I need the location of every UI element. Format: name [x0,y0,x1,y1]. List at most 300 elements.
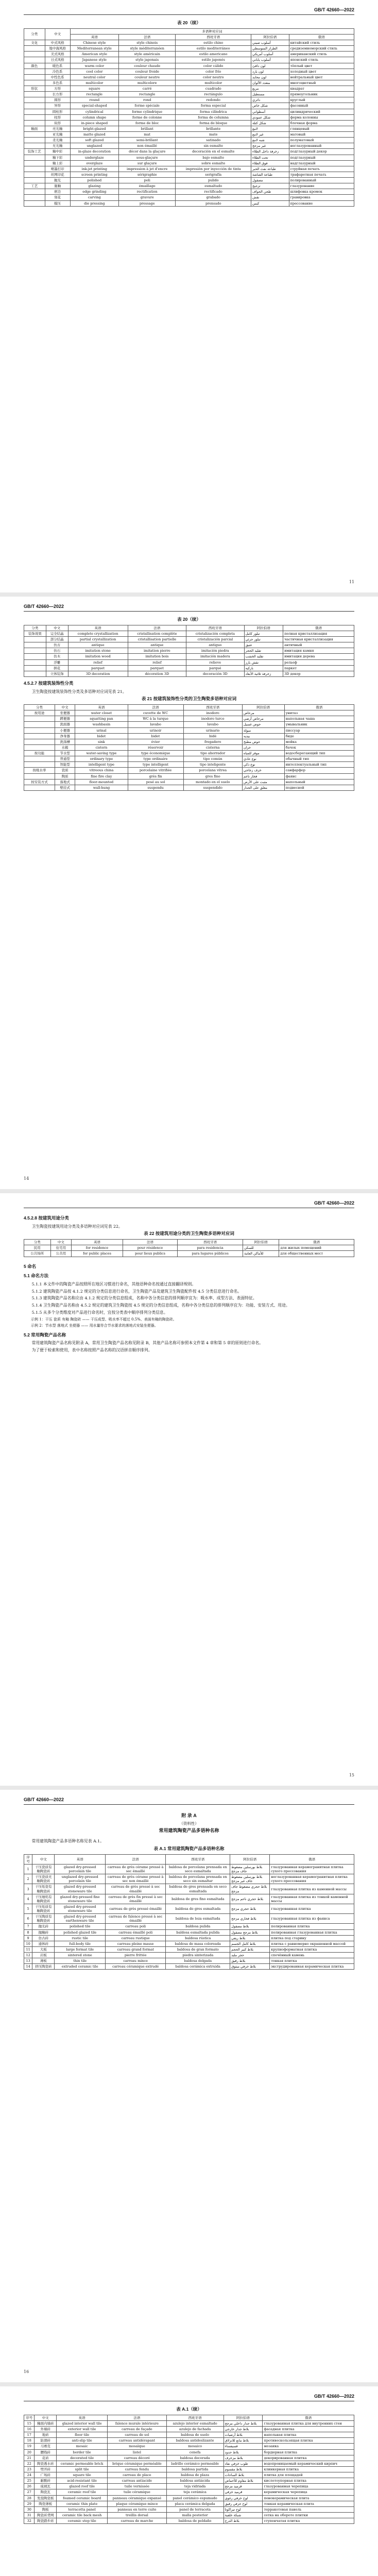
cell-russian: сетка на обороте плитки [263,2512,354,2518]
cell-russian: бачок [284,744,354,750]
cell-category [24,716,55,722]
cell-english: multicolor [70,80,118,86]
cell-english: large format tile [55,1946,105,1952]
cell-chinese: 中性色系 [45,74,70,80]
table-row [24,80,354,86]
cell-russian: экструдированная керамическая плитка [270,1964,354,1970]
example-note: 示例 1：干压 瓷质 有釉 陶瓷砖 —— 干压成型、吸水率不超过 0.5%、表面有釉的陶瓷砖。 [31,1317,177,1321]
cell-spanish: urinario [183,727,242,733]
cell-category [24,756,55,762]
table-row [24,114,354,120]
cell-russian: керамическая черепица [263,2489,354,2495]
paragraph: 5.1.1 本文件中的陶瓷产品按照所在地区习惯进行命名，其他语种命名按通过直接翻译规则。 [31,1282,196,1287]
cell-french: rectification [118,189,175,195]
table-row [24,1941,354,1946]
paragraph: 常用建筑陶瓷产品多语种名称见表 A.1。 [31,1839,104,1844]
cell-french: plaque céramique mince [108,2501,166,2506]
cell-category [24,92,45,97]
cell-russian: неглазурованный [289,143,354,149]
cell-arabic: تبلور جزئي [244,637,283,642]
cell-french: couleur neutre [118,74,175,80]
cell-french: grès fin [128,773,183,779]
cell-arabic: كبس [251,200,289,206]
cell-chinese: 干压细炻有釉陶瓷砖 [32,1894,55,1904]
cell-russian: подглазурный [289,155,354,160]
cell-english: parquet [68,665,128,671]
cell-chinese: 瓷质 [55,768,75,773]
cell-spanish: estilo mediterráneo [176,46,251,52]
cell-chinese: 柔光釉 [45,138,70,143]
cell-french: carreau de marche [108,2518,166,2524]
table-row [24,200,354,206]
cell-russian: для жилых помещений [279,1245,354,1251]
cell-french: style américain [118,52,175,57]
page-gap [0,2382,378,2386]
cell-category: 18 [24,2438,35,2444]
cell-chinese: 浮雕 [46,659,68,665]
table-20-cont [24,28,354,207]
cell-chinese: 干压炻质有釉陶瓷砖 [32,1904,55,1913]
cell-chinese: 薄板 [32,1958,55,1964]
cell-arabic: مبولة [242,727,284,733]
cell-spanish: baldosa de plaza [166,2472,224,2478]
table-row [24,132,354,138]
cell-arabic: مرحاض أرضي [242,716,284,722]
cell-category: 2 [24,1874,32,1884]
cell-arabic: أسلوب ياباني [251,57,289,63]
cell-arabic: بلاط مقسوم [224,2466,263,2472]
cell-arabic: بلاط الدرج [224,2518,263,2524]
cell-french: carreau de grès pressé à sec émaillé [105,1884,166,1894]
cell-arabic: بلاط كبير الحجم [230,1946,270,1952]
cell-arabic: طوب خزفي نفاذ [224,2461,263,2466]
cell-french: posé au sol [128,779,183,785]
cell-russian: форма колонны [289,114,354,120]
cell-english: glazed dry-pressed earthenware tile [55,1914,105,1924]
cell-english: complete crystallization [68,631,128,636]
cell-category: 按用途 [24,710,55,716]
cell-category [24,178,45,183]
cell-chinese: 防滑砖 [35,2438,57,2444]
cell-category [24,97,45,103]
cell-russian: глазурованная плитка из каменной массы [270,1884,354,1894]
cell-arabic: خزان [242,744,284,750]
cell-russian: многоцветный [289,80,354,86]
cell-arabic: مستطيل [251,92,289,97]
cell-arabic: نوع ذكي [242,762,284,768]
table-row [24,733,354,739]
cell-english: extruded ceramic tile [55,1964,105,1970]
header-rule [24,14,354,15]
cell-english: water closet [75,710,128,716]
table-row [24,2484,354,2489]
cell-category [24,773,55,779]
cell-category: 17 [24,2432,35,2438]
cell-category [24,654,46,659]
table-row [24,52,354,57]
cell-english: special-shaped [70,103,118,109]
cell-english: split tile [56,2466,107,2472]
th-category: 分类 [24,625,46,631]
cell-category [24,200,45,206]
cell-category: 装饰工艺 [24,149,45,155]
cell-spanish: sobre esmalte [176,160,251,166]
cell-arabic: معلق على الجدار [242,785,284,790]
cell-french: style méditerranéen [118,46,175,52]
table-row [24,1953,354,1958]
cell-category [24,659,46,665]
cell-arabic: شكل عمودي [251,114,289,120]
cell-english: floor-mounted [75,779,128,785]
cell-chinese: 拼花 [46,665,68,671]
cell-french: porcelaine vitrifiée [128,768,183,773]
cell-french: style japonais [118,57,175,63]
cell-french: brillant [118,126,175,131]
cell-category: 按功能 [24,751,55,756]
cell-category: 12 [24,1953,32,1958]
cell-arabic: متعدد الألوان [251,80,289,86]
cell-spanish: baldosa cerámica extruida [166,1964,230,1970]
cell-french: cuvette de WC [128,710,183,716]
cell-french: panneau céramique expansé [108,2495,166,2501]
cell-spanish: estilo japonés [176,57,251,63]
cell-chinese: 陶板 [35,2506,57,2512]
cell-english: square [70,86,118,92]
cell-chinese: 琉璃瓦 [35,2484,57,2489]
cell-spanish: bidé [183,733,242,739]
table-row [24,2501,354,2506]
cell-russian: американский стиль [289,52,354,57]
cell-arabic: مثبت على الأرض [242,779,284,785]
cell-spanish: grabado [176,195,251,200]
table-row [24,2427,354,2432]
cell-chinese: 多色系 [45,80,70,86]
cell-russian: писсуар [284,727,354,733]
cell-arabic: غير لامع [251,132,289,138]
paragraph: 5.1.5 从多个分类维度对产品进行命名时，宜按分类表中顺序排列分类信息。 [31,1310,168,1315]
cell-spanish: tipo común [183,756,242,762]
cell-category: 15 [24,2420,35,2426]
th-french: 法语 [108,2415,166,2420]
cell-english: in-piece shaped [70,120,118,126]
cell-arabic: نقش [251,195,289,200]
cell-arabic: الطراز المتوسطي [251,46,289,52]
cell-category [24,155,45,160]
cell-spanish: color neutro [176,74,251,80]
cell-english: fine fire clay [75,773,128,779]
cell-english: anti-slip tile [56,2438,107,2444]
cell-chinese: 仿木 [46,654,68,659]
cell-english: sintered stone [55,1953,105,1958]
th-russian: 俄语 [283,625,354,631]
table-row [24,637,354,642]
th-chinese: 中文 [46,625,68,631]
cell-arabic: غير مزجج [251,143,289,149]
cell-category: 8 [24,1929,32,1935]
cell-spanish: azulejo interior esmaltado [166,2420,224,2426]
cell-russian: надглазурный [289,160,354,166]
cell-chinese: 洗涤槽 [55,739,75,744]
cell-chinese: 异形 [45,103,70,109]
cell-english: matte glazed [70,132,118,138]
cell-arabic: طباعة نفث الحبر [251,166,289,172]
cell-arabic: بلاط جدار داخلي مزجج [224,2420,263,2426]
cell-chinese: 干压瓷质无釉陶瓷砖 [32,1874,55,1884]
cell-french: mosaïque [108,2444,166,2449]
cell-english: antique [68,642,128,648]
cell-english: square tile [56,2472,107,2478]
cell-english: relief [68,659,128,665]
cell-spanish: teja vidriada [166,2484,224,2489]
cell-arabic: نقش بارز [244,659,283,665]
cell-french: carreau de place [108,2472,166,2478]
cell-chinese: 立体装饰 [46,671,68,676]
cell-french: carreau antiacide [108,2478,166,2484]
cell-spanish: baldosa decorada [166,2455,224,2461]
cell-english: in-glaze decoration [70,149,118,155]
cell-category: 工艺 [24,183,45,189]
cell-english: thin tile [55,1958,105,1964]
cell-french: rectangle [118,92,175,97]
cell-spanish: brillante [176,126,251,131]
cell-arabic: لوح تيراكوتا [224,2506,263,2512]
cell-spanish: decoración en el esmalte [176,149,251,155]
th-english: 英语 [68,625,128,631]
cell-french: forme spéciale [118,103,175,109]
cell-arabic: بلاط الساحات [224,2472,263,2478]
cell-chinese: 刻花 [45,195,70,200]
cell-chinese: 净身器 [55,733,75,739]
th-english: 英语 [56,2415,107,2420]
cell-english: foamed ceramic board [56,2495,107,2501]
cell-russian: фаянс [284,773,354,779]
cell-russian: напольный [284,779,354,785]
cell-arabic: طحن الحواف [251,189,289,195]
cell-chinese: 地中海风格 [45,46,70,52]
cell-russian: имитация дерева [283,654,354,659]
cell-spanish: baldosa esmaltada pulida [166,1929,230,1935]
cell-russian: 3D декор [283,671,354,676]
cell-category: 24 [24,2472,35,2478]
cell-russian: фасонный [289,103,354,109]
cell-category [24,739,55,744]
cell-french: brique céramique perméable [108,2461,166,2466]
cell-chinese: 陶瓷薄板 [35,2501,57,2506]
cell-english: edge grinding [70,189,118,195]
page-gap [0,1189,378,1193]
cell-chinese: 部分结晶 [46,637,68,642]
cell-russian: частичная кристаллизация [283,637,354,642]
cell-english: round [70,97,118,103]
cell-spanish: baldosa de loza esmaltada [166,1914,230,1924]
table-row [24,143,354,149]
th-french: 法语 [123,1240,177,1245]
cell-arabic: بلاط مزخرف [224,2455,263,2461]
cell-category [24,143,45,149]
cell-french: évier [128,739,183,744]
table-row [24,2518,354,2524]
cell-spanish: imitación piedra [186,648,244,654]
cell-french: lavabo [128,722,183,727]
page-number: 14 [24,1176,29,1181]
table-row [24,773,354,779]
cell-chinese: 挤压陶瓷砖 [32,1964,55,1970]
th-spanish: 西班牙语 [183,705,242,710]
cell-russian: глянцевый [289,126,354,131]
annex-name: 常用建筑陶瓷产品多语种名称 [159,1827,219,1833]
cell-category [24,648,46,654]
table-row [24,69,354,74]
th-english: 英语 [72,1240,123,1245]
cell-category [24,733,55,739]
cell-chinese: 釉面内墙砖 [35,2420,57,2426]
cell-french: faïence murale intérieure [108,2420,166,2426]
paragraph: 5.1.2 建筑陶瓷产品按 4.1.2 规定的分类信息进行命名，卫生陶瓷产品及建筑卫生陶瓷配件按 4.5 分类信息进行命名。 [31,1289,242,1294]
cell-french: cristallisation complète [128,631,186,636]
cell-chinese: 陶质 [55,773,75,779]
cell-french: pour résidence [123,1245,177,1251]
table-row [24,172,354,177]
cell-arabic: بلاط ريفي [230,1935,270,1941]
cell-spanish: teja cerámica [166,2489,224,2495]
table-row [24,768,354,773]
cell-spanish: porcelana vítrea [183,768,242,773]
th-spanish: 西班牙语 [178,1240,243,1245]
cell-arabic: قرميد خزفي [224,2489,263,2495]
table-row [24,648,354,654]
cell-english: for residence [72,1245,123,1251]
cell-english: unglazed dry-pressed porcelain tile [55,1874,105,1884]
cell-chinese: 仿古砖 [32,1935,55,1941]
cell-chinese: 壁挂式 [55,785,75,790]
cell-russian: фасадная плитка [263,2427,354,2432]
cell-chinese: 陶瓷瓦 [35,2489,57,2495]
cell-french: carreau pleine masse [105,1941,166,1946]
table-row [24,1245,354,1251]
cell-category [24,52,45,57]
table-row [24,671,354,676]
cell-english: water-saving type [75,751,128,756]
cell-english: vitreous china [75,768,128,773]
th-russian: 俄语 [279,1240,354,1245]
cell-arabic: بلاط بورسلين مضغوط جاف مزجج [230,1864,270,1874]
cell-category [24,744,55,750]
cell-french: carreau décoré [108,2455,166,2461]
document-page-5 [0,2386,378,2576]
cell-chinese: 亮光釉 [45,126,70,131]
cell-spanish: panel de terracota [166,2506,224,2512]
table-row [24,92,354,97]
cell-chinese: 外墙砖 [35,2427,57,2432]
cell-french: carreau de grès cérame pressé à sec émaillé [105,1864,166,1874]
cell-category: 26 [24,2484,35,2489]
cell-english: screen printing [70,172,118,177]
table-a1-cont [24,2415,354,2524]
cell-english: bright-glazed [70,126,118,131]
cell-spanish: baldosa de porcelana prensada en seco sin esmaltar [166,1874,230,1884]
cell-spanish: baldosa de gres esmaltada [166,1904,230,1913]
cell-chinese: 柱形 [45,114,70,120]
cell-russian: плитка с равномерно окрашенной массой [270,1941,354,1946]
cell-category [24,642,46,648]
cell-french: listel [108,2449,166,2455]
cell-arabic: بلاط مانع للانزلاق [224,2438,263,2444]
table-row [24,2455,354,2461]
cell-spanish: montado en el suelo [183,779,242,785]
cell-arabic: بلاط فخاري مزجج [230,1914,270,1924]
cell-spanish: parqué [186,665,244,671]
cell-russian: японский стиль [289,57,354,63]
cell-spanish: satinado [176,138,251,143]
cell-russian: умывальник [284,722,354,727]
paragraph: 为了便于检索和使用，表中名称按照产品名称的汉语拼音顺序排列。 [31,1347,152,1352]
cell-french: émaillage [118,183,175,189]
cell-french: non émaillé [118,143,175,149]
cell-french: carreau céramique extrudé [105,1964,166,1970]
cell-arabic: بلاط مصقول [230,1924,270,1929]
cell-spanish: inodoro [183,710,242,716]
cell-arabic: شبكة خلفية [224,2512,263,2518]
cell-arabic: قرميد مزجج [224,2484,263,2489]
cell-category [24,671,46,676]
cell-spanish: bajo esmalte [176,155,251,160]
cell-category: 16 [24,2427,35,2432]
cell-spanish: baldosa antideslizante [166,2438,224,2444]
cell-french: couleur froide [118,69,175,74]
table-row [24,155,354,160]
cell-arabic: تبلور كامل [244,631,283,636]
cell-english: rustic tile [55,1935,105,1941]
cell-arabic: زخرفة داخل الطلاء [251,149,289,155]
cell-russian: матовый [289,132,354,138]
cell-chinese: 洗面器 [55,722,75,727]
table-row [24,2512,354,2518]
cell-russian: полная кристаллизация [283,631,354,636]
cell-category: 13 [24,1958,32,1964]
cell-spanish: relieve [186,659,244,665]
cell-russian: пенокерамическая плита [263,2495,354,2501]
cell-spanish: prensado [176,200,251,206]
cell-russian: неглазурованная керамогранитная плитка сухого прессования [270,1874,354,1884]
cell-russian: напольная плитка [263,2432,354,2438]
cell-arabic: خزف زجاجي [242,768,284,773]
table-row [24,2466,354,2472]
cell-category: 23 [24,2466,35,2472]
cell-category [24,637,46,642]
th-english: 英语 [55,1854,105,1864]
cell-spanish: forma de columna [176,114,251,120]
th-category: 分类 [24,28,45,40]
cell-french: carreau de faïence pressé à sec émaillé [105,1914,166,1924]
cell-russian: интеллектуальный тип [284,762,354,768]
cell-french: carreau grand format [105,1946,166,1952]
cell-russian: глазурование [289,183,354,189]
cell-spanish: baldosa de suelo [166,2432,224,2438]
cell-chinese: 圆柱形 [45,109,70,114]
cell-english: glazing [70,183,118,189]
cell-spanish: panel cerámico espumado [166,2495,224,2501]
table-row [24,2472,354,2478]
cell-russian: клинкерная плитка [263,2466,354,2472]
cell-arabic: تزجيج [251,183,289,189]
cell-arabic: لون محايد [251,74,289,80]
cell-russian: полуматовый [289,138,354,143]
cell-spanish: inodoro turco [183,716,242,722]
cell-english: cistern [75,744,128,750]
cell-french: forme de colonne [118,114,175,120]
cell-spanish: tipo inteligente [183,762,242,768]
table-row [24,2495,354,2501]
